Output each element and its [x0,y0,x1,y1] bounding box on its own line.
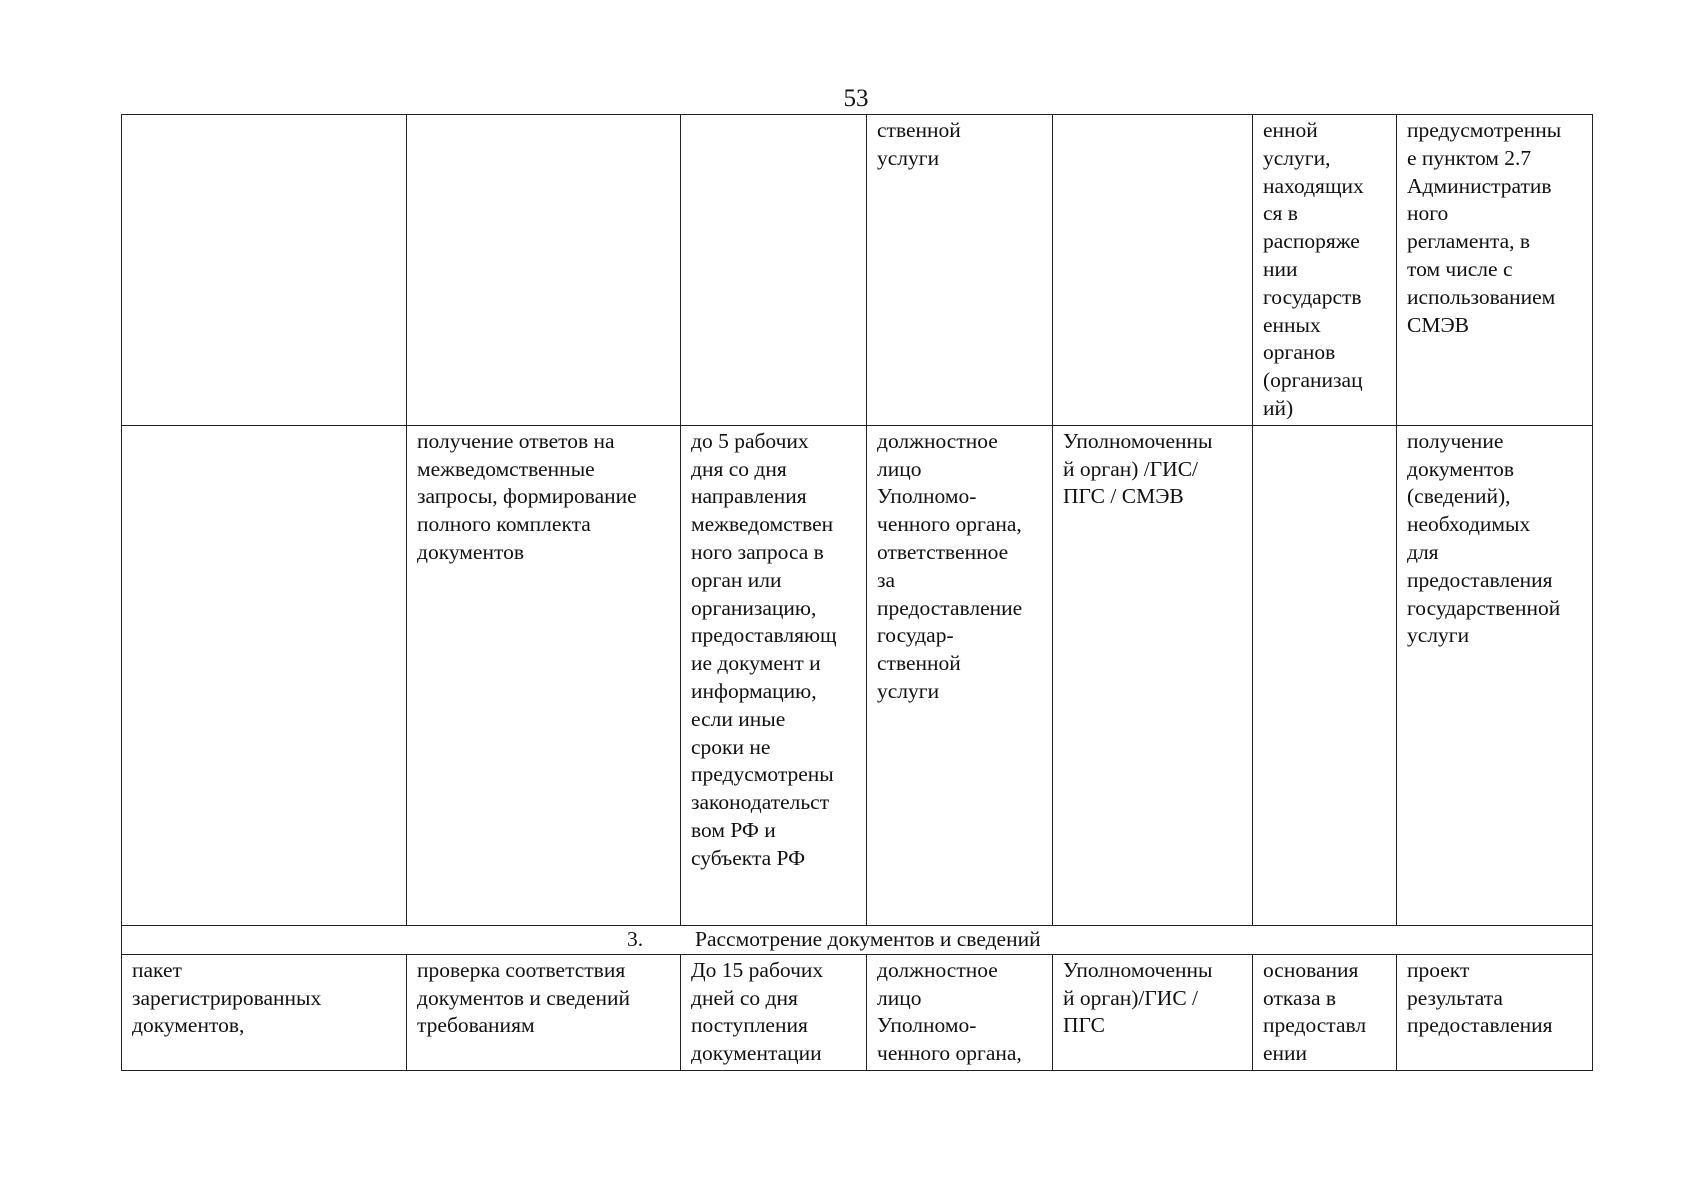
section-title: Рассмотрение документов и сведений [695,926,1041,951]
table-cell: получение ответов на межведомственные запросы, формирование полного комплекта документов [407,425,681,925]
table-cell [407,115,681,426]
section-heading-row [122,925,1593,954]
table-cell [122,115,407,426]
section-heading [122,925,1593,954]
table-cell [122,425,407,925]
procedure-table [121,114,1593,1071]
table-row [122,954,1593,1070]
table-cell: основания отказа в предоставл ении [1253,954,1397,1070]
table-cell: енной услуги, находящих ся в распоряже нии государств енных органов (организац ий) [1253,115,1397,426]
table-cell [1053,115,1253,426]
table-cell: получение документов (сведений), необходимых для предоставления государственной услуги [1397,425,1593,925]
table-row [122,425,1593,925]
table-cell: проверка соответствия документов и сведений требованиям [407,954,681,1070]
table-cell: До 15 рабочих дней со дня поступления документации [681,954,867,1070]
table-cell [1253,425,1397,925]
table-cell: Уполномоченны й орган) /ГИС/ ПГС / СМЭВ [1053,425,1253,925]
table-cell: ственной услуги [867,115,1053,426]
table-cell: до 5 рабочих дня со дня направления межведомствен ного запроса в орган или организацию, предоставляющ ие документ и информацию, если иные сроки не предусмотрены законодательст вом РФ и субъекта РФ [681,425,867,925]
table-cell: проект результата предоставления [1397,954,1593,1070]
table-cell [681,115,867,426]
page-number: 53 [843,85,869,112]
table-cell: предусмотренны е пунктом 2.7 Административ ного регламента, в том числе с использованием СМЭВ [1397,115,1593,426]
table-row [122,115,1593,426]
table-cell: должностное лицо Уполномо- ченного органа, ответственное за предоставление государ- ственной услуги [867,425,1053,925]
table-cell: должностное лицо Уполномо- ченного органа, [867,954,1053,1070]
section-number: 3. [627,926,644,951]
table-cell: Уполномоченны й орган)/ГИС / ПГС [1053,954,1253,1070]
table-cell: пакет зарегистрированных документов, [122,954,407,1070]
